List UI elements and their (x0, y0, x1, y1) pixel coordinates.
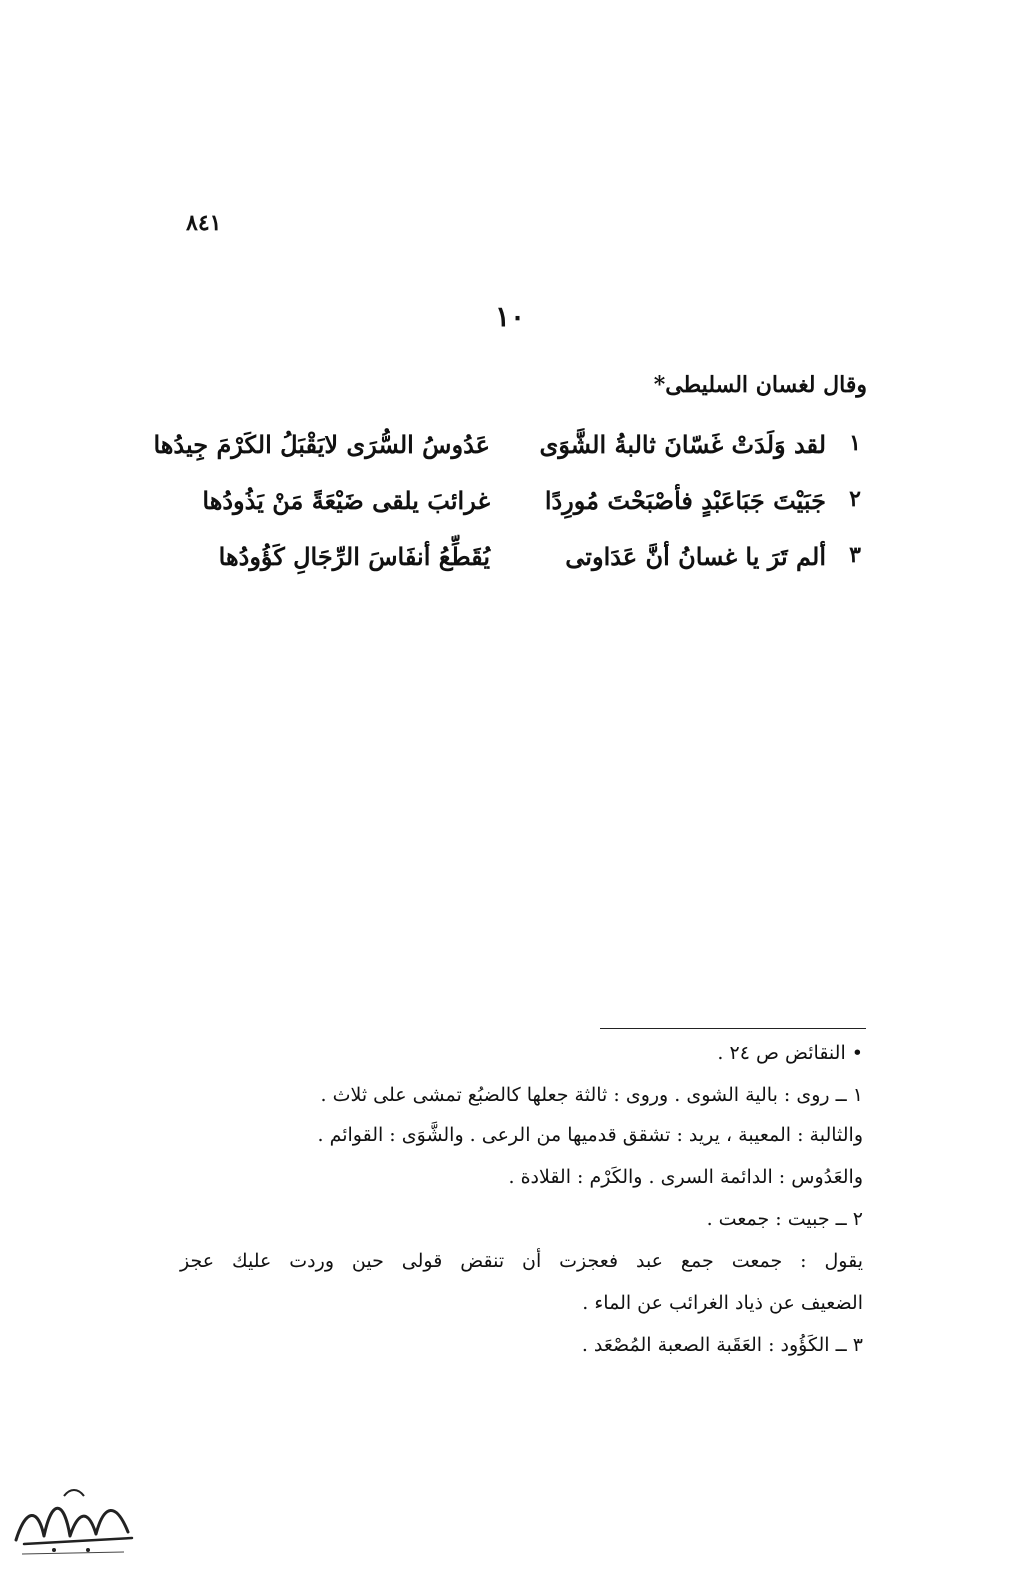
verse-1 (153, 430, 870, 470)
footnote-divider (600, 1028, 866, 1029)
verse-first-hemistich: لقد وَلَدَتْ غَسّانَ ثالبةُ الشَّوَى (539, 430, 826, 459)
verse-first-hemistich: جَبَيْتَ جَبَاعَبْدٍ فأصْبَحْتَ مُورِدًا (544, 486, 826, 515)
verse-first-hemistich: ألم تَرَ يا غسانُ أنَّ عَدَاوتى (565, 542, 826, 571)
verse-number: ٣ (849, 542, 861, 568)
footnote-line: ١ ــ روى : بالية الشوى . وروى : ثالثة جعلها كالضبُع تمشى على ثلاث . (320, 1084, 863, 1106)
library-logo-icon (4, 1478, 144, 1558)
footnote-source: • النقائض ص ٢٤ . (717, 1042, 863, 1064)
footnote-line: والثالبة : المعيبة ، يريد : تشقق قدميها من الرعى . والشَّوَى : القوائم . (317, 1124, 863, 1146)
verse-second-hemistich: غرائبَ يلقى ضَيْعَةً مَنْ يَذُودُها (202, 486, 490, 515)
page-number: ٨٤١ (186, 210, 222, 236)
verse-second-hemistich: يُقَطِّعُ أنفَاسَ الرِّجَالِ كَؤُودُها (218, 542, 490, 571)
poem-number: ١٠ (494, 300, 526, 333)
footnote-line: ٣ ــ الكَؤُود : العَقَبة الصعبة المُصْعَد . (581, 1334, 863, 1356)
footnote-line: والعَدُوس : الدائمة السرى . والكَرْم : القلادة . (508, 1166, 863, 1188)
verse-3 (190, 542, 870, 582)
poem-intro: وقال لغسان السليطى* (653, 372, 867, 398)
footnote-line: ٢ ــ جبيت : جمعت . (706, 1208, 863, 1230)
verse-number: ١ (849, 430, 861, 456)
footnote-line: يقول : جمعت جمع عبد فعجزت أن تنقض قولى حين وردت عليك عجز (180, 1250, 863, 1272)
verse-2 (190, 486, 870, 526)
verse-number: ٢ (849, 486, 861, 512)
verse-second-hemistich: عَدُوسُ السُّرَى لايَقْبَلُ الكَرْمَ جِيدُها (153, 430, 490, 459)
footnote-line: الضعيف عن ذياد الغرائب عن الماء . (582, 1292, 863, 1314)
